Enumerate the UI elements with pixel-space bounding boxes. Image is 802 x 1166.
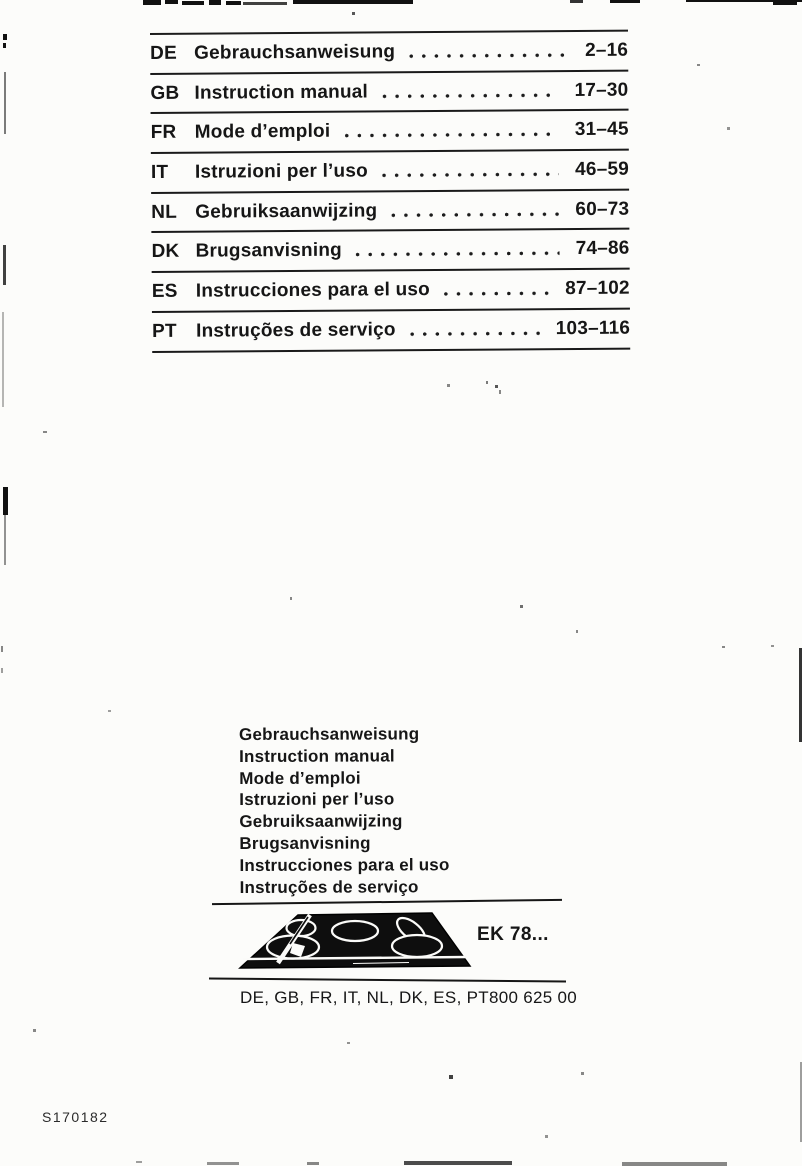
- toc-title: Instruções de serviço: [196, 318, 396, 342]
- toc-lang-code: FR: [150, 122, 177, 144]
- scan-artifact: [495, 385, 498, 388]
- scan-artifact: [33, 1029, 36, 1032]
- scan-artifact: [610, 0, 640, 3]
- document-code: S170182: [42, 1109, 109, 1125]
- toc-row: [152, 309, 630, 352]
- toc-title: Instrucciones para el uso: [195, 279, 431, 302]
- manual-title-line: Gebruiksaanwijzing: [239, 811, 403, 832]
- toc-page-range: 2–16: [584, 39, 629, 61]
- scan-artifact: [293, 0, 413, 4]
- scan-artifact: [545, 1135, 548, 1138]
- scan-artifact: [1, 668, 3, 673]
- scan-artifact: [1, 646, 3, 652]
- scan-artifact: [307, 1162, 319, 1165]
- languages-list: DE, GB, FR, IT, NL, DK, ES, PT: [240, 988, 489, 1007]
- dot-leader: [440, 277, 549, 302]
- scan-artifact: [4, 515, 6, 565]
- toc-title: Brugsanvisning: [195, 239, 342, 262]
- toc-page-range: 31–45: [574, 118, 629, 141]
- toc-title: Istruzioni per l’uso: [194, 160, 368, 183]
- scan-artifact: [576, 630, 578, 633]
- cooktop-illustration: [233, 907, 478, 975]
- scan-artifact: [143, 0, 161, 5]
- toc-title: Gebrauchsanweisung: [194, 41, 396, 64]
- scan-artifact: [581, 1072, 584, 1075]
- toc-page-range: 74–86: [575, 237, 630, 260]
- dot-leader: [378, 79, 559, 104]
- manual-title-line: Mode d’emploi: [239, 768, 361, 788]
- scan-artifact: [697, 64, 700, 66]
- toc-lang-code: PT: [152, 320, 177, 342]
- scan-artifact: [520, 605, 523, 608]
- horizontal-rule: [209, 977, 566, 983]
- scan-artifact: [43, 431, 47, 433]
- toc-row: [151, 151, 629, 194]
- scan-artifact: [347, 1042, 350, 1044]
- scan-artifact: [3, 34, 7, 40]
- manual-title-line: Brugsanvisning: [239, 833, 371, 853]
- toc-lang-code: NL: [151, 201, 178, 223]
- manual-title-line: Gebrauchsanweisung: [239, 724, 420, 744]
- toc-lang-code: IT: [150, 161, 169, 183]
- scan-artifact: [727, 127, 730, 130]
- toc-lang-code: ES: [151, 280, 178, 302]
- manual-title-line: Istruzioni per l’uso: [239, 789, 395, 810]
- scan-artifact: [449, 1075, 453, 1079]
- dot-leader: [340, 118, 559, 144]
- toc-lang-code: DE: [150, 42, 178, 64]
- scan-artifact: [4, 72, 6, 134]
- part-number: 800 625 00: [488, 988, 578, 1007]
- scan-artifact: [165, 0, 178, 4]
- toc-title: Gebruiksaanwijzing: [195, 200, 378, 223]
- toc-page-range: 60–73: [575, 198, 630, 220]
- manual-titles-block: [239, 723, 450, 898]
- scan-artifact: [108, 710, 111, 712]
- scan-artifact: [226, 1, 241, 5]
- scan-artifact: [622, 1162, 727, 1166]
- horizontal-rule: [212, 899, 562, 906]
- model-number: EK 78...: [477, 924, 549, 945]
- toc-page-range: 17–30: [574, 79, 629, 101]
- scan-artifact: [136, 1161, 142, 1163]
- toc-lang-code: GB: [150, 82, 180, 104]
- scan-artifact: [182, 1, 204, 5]
- scan-artifact: [3, 43, 6, 48]
- scan-artifact: [207, 1162, 239, 1165]
- toc-page-range: 103–116: [555, 317, 631, 339]
- scan-artifact: [773, 0, 797, 5]
- toc-table: [150, 30, 630, 353]
- dot-leader: [406, 317, 540, 342]
- manual-title-line: Instruções de serviço: [239, 876, 419, 897]
- scan-artifact: [3, 245, 6, 285]
- toc-row: [151, 190, 629, 233]
- scan-artifact: [486, 381, 488, 384]
- toc-row: [151, 111, 629, 154]
- languages-partnumber-line: [240, 988, 578, 1008]
- toc-lang-code: DK: [151, 241, 180, 263]
- dot-leader: [387, 198, 559, 223]
- scan-artifact: [570, 0, 583, 3]
- scan-artifact: [243, 2, 287, 5]
- toc-page-range: 46–59: [575, 158, 630, 180]
- toc-title: Instruction manual: [194, 81, 369, 104]
- scan-artifact: [771, 645, 774, 647]
- dot-leader: [352, 237, 560, 262]
- scan-artifact: [722, 646, 725, 648]
- toc-title: Mode d’emploi: [194, 120, 331, 143]
- scan-artifact: [209, 0, 221, 5]
- toc-row: [152, 270, 630, 313]
- scan-artifact: [290, 597, 292, 600]
- dot-leader: [405, 39, 569, 64]
- scan-artifact: [404, 1161, 512, 1165]
- scan-artifact: [352, 12, 355, 15]
- manual-title-line: Instruction manual: [239, 746, 395, 766]
- scan-artifact: [499, 390, 501, 394]
- scan-artifact: [447, 384, 450, 387]
- scan-artifact: [2, 312, 4, 407]
- toc-row: [150, 32, 628, 75]
- toc-page-range: 87–102: [565, 277, 630, 300]
- dot-leader: [378, 158, 559, 183]
- toc-row: [150, 71, 628, 114]
- manual-title-line: Instrucciones para el uso: [239, 855, 450, 875]
- scan-artifact: [3, 487, 8, 515]
- toc-row: [151, 230, 629, 273]
